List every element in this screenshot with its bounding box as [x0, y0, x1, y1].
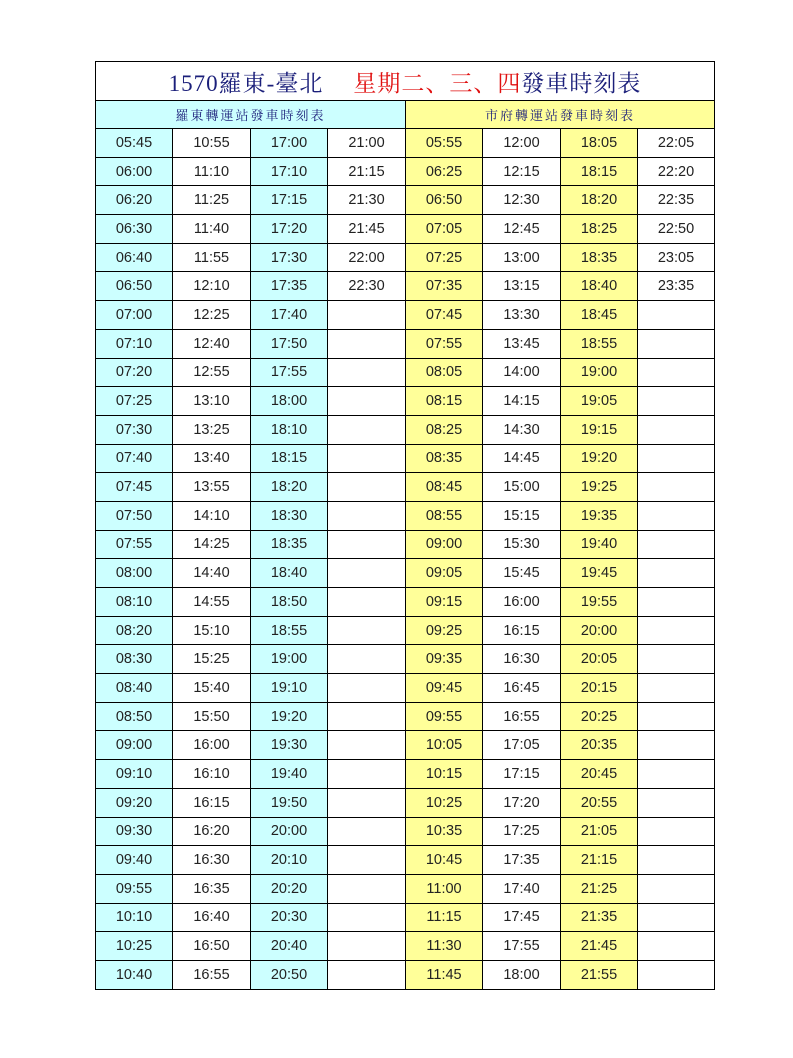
- table-row: [96, 760, 715, 789]
- shifu-departure-cell: 16:15: [483, 616, 561, 645]
- luodong-departure-cell: 20:40: [251, 932, 328, 961]
- shifu-departure-cell: 19:00: [561, 358, 638, 387]
- luodong-departure-cell: 10:10: [96, 903, 173, 932]
- shifu-departure-cell: [638, 874, 715, 903]
- shifu-departure-cell: 14:30: [483, 415, 561, 444]
- shifu-departure-cell: 13:00: [483, 243, 561, 272]
- table-row: [96, 731, 715, 760]
- luodong-departure-cell: [328, 731, 406, 760]
- shifu-departure-cell: [638, 788, 715, 817]
- shifu-departure-cell: [638, 329, 715, 358]
- luodong-departure-cell: 19:30: [251, 731, 328, 760]
- luodong-departure-cell: 16:50: [173, 932, 251, 961]
- table-row: [96, 186, 715, 215]
- luodong-departure-cell: 16:55: [173, 960, 251, 989]
- luodong-departure-cell: 10:25: [96, 932, 173, 961]
- table-row: [96, 530, 715, 559]
- luodong-departure-cell: 12:55: [173, 358, 251, 387]
- timetable: [95, 61, 715, 990]
- luodong-departure-cell: 08:10: [96, 588, 173, 617]
- shifu-departure-cell: [638, 444, 715, 473]
- luodong-departure-cell: 16:10: [173, 760, 251, 789]
- shifu-departure-cell: [638, 846, 715, 875]
- shifu-departure-cell: [638, 387, 715, 416]
- shifu-departure-cell: [638, 645, 715, 674]
- luodong-departure-cell: [328, 415, 406, 444]
- shifu-departure-cell: 07:05: [406, 215, 483, 244]
- luodong-departure-cell: 11:25: [173, 186, 251, 215]
- shifu-departure-cell: [638, 932, 715, 961]
- shifu-departure-cell: 21:45: [561, 932, 638, 961]
- shifu-departure-cell: 17:45: [483, 903, 561, 932]
- shifu-departure-cell: 21:15: [561, 846, 638, 875]
- luodong-departure-cell: 09:00: [96, 731, 173, 760]
- title-suffix: 發車時刻表: [521, 70, 642, 96]
- table-row: [96, 788, 715, 817]
- shifu-departure-cell: 09:55: [406, 702, 483, 731]
- shifu-departure-cell: 19:20: [561, 444, 638, 473]
- luodong-departure-cell: 20:10: [251, 846, 328, 875]
- luodong-departure-cell: 21:45: [328, 215, 406, 244]
- shifu-departure-cell: 21:25: [561, 874, 638, 903]
- shifu-departure-cell: 17:20: [483, 788, 561, 817]
- luodong-departure-cell: [328, 788, 406, 817]
- shifu-departure-cell: 14:15: [483, 387, 561, 416]
- luodong-departure-cell: [328, 903, 406, 932]
- table-row: [96, 702, 715, 731]
- luodong-departure-cell: [328, 588, 406, 617]
- table-row: [96, 415, 715, 444]
- shifu-departure-cell: 17:15: [483, 760, 561, 789]
- shifu-departure-cell: [638, 301, 715, 330]
- shifu-departure-cell: 10:45: [406, 846, 483, 875]
- shifu-departure-cell: 19:05: [561, 387, 638, 416]
- title-row: [96, 62, 715, 101]
- luodong-departure-cell: 07:20: [96, 358, 173, 387]
- table-row: [96, 874, 715, 903]
- shifu-departure-cell: 11:45: [406, 960, 483, 989]
- shifu-departure-cell: 20:45: [561, 760, 638, 789]
- luodong-departure-cell: 11:10: [173, 157, 251, 186]
- luodong-departure-cell: 21:15: [328, 157, 406, 186]
- table-row: [96, 243, 715, 272]
- station-header-row: [96, 101, 715, 129]
- shifu-departure-cell: 18:40: [561, 272, 638, 301]
- shifu-departure-cell: 17:35: [483, 846, 561, 875]
- shifu-departure-cell: 15:00: [483, 473, 561, 502]
- luodong-departure-cell: [328, 702, 406, 731]
- table-row: [96, 272, 715, 301]
- luodong-departure-cell: 09:10: [96, 760, 173, 789]
- shifu-departure-cell: 08:55: [406, 501, 483, 530]
- shifu-departure-cell: [638, 702, 715, 731]
- shifu-departure-cell: 18:15: [561, 157, 638, 186]
- luodong-departure-cell: 07:45: [96, 473, 173, 502]
- luodong-departure-cell: [328, 559, 406, 588]
- table-row: [96, 358, 715, 387]
- luodong-departure-cell: 17:55: [251, 358, 328, 387]
- shifu-departure-cell: 11:00: [406, 874, 483, 903]
- table-row: [96, 301, 715, 330]
- luodong-departure-cell: 06:00: [96, 157, 173, 186]
- shifu-departure-cell: 07:25: [406, 243, 483, 272]
- shifu-departure-cell: 20:15: [561, 674, 638, 703]
- shifu-departure-cell: 06:50: [406, 186, 483, 215]
- shifu-departure-cell: 20:05: [561, 645, 638, 674]
- luodong-header: 羅東轉運站發車時刻表: [96, 101, 406, 129]
- shifu-departure-cell: 18:55: [561, 329, 638, 358]
- shifu-departure-cell: 19:25: [561, 473, 638, 502]
- shifu-departure-cell: [638, 760, 715, 789]
- luodong-departure-cell: 18:35: [251, 530, 328, 559]
- shifu-departure-cell: 13:15: [483, 272, 561, 301]
- luodong-departure-cell: 19:00: [251, 645, 328, 674]
- shifu-departure-cell: 09:45: [406, 674, 483, 703]
- luodong-departure-cell: 15:40: [173, 674, 251, 703]
- luodong-departure-cell: 08:30: [96, 645, 173, 674]
- table-row: [96, 645, 715, 674]
- luodong-departure-cell: 08:40: [96, 674, 173, 703]
- luodong-departure-cell: 16:30: [173, 846, 251, 875]
- luodong-departure-cell: 06:50: [96, 272, 173, 301]
- table-row: [96, 473, 715, 502]
- luodong-departure-cell: 19:40: [251, 760, 328, 789]
- table-row: [96, 559, 715, 588]
- luodong-departure-cell: 18:30: [251, 501, 328, 530]
- shifu-departure-cell: 09:05: [406, 559, 483, 588]
- shifu-departure-cell: 11:30: [406, 932, 483, 961]
- luodong-departure-cell: 16:00: [173, 731, 251, 760]
- luodong-departure-cell: 09:30: [96, 817, 173, 846]
- luodong-departure-cell: [328, 616, 406, 645]
- shifu-departure-cell: 16:55: [483, 702, 561, 731]
- luodong-departure-cell: 18:50: [251, 588, 328, 617]
- shifu-departure-cell: 18:25: [561, 215, 638, 244]
- shifu-departure-cell: 21:05: [561, 817, 638, 846]
- luodong-departure-cell: 21:00: [328, 129, 406, 158]
- luodong-departure-cell: 18:55: [251, 616, 328, 645]
- luodong-departure-cell: 17:10: [251, 157, 328, 186]
- luodong-departure-cell: 13:55: [173, 473, 251, 502]
- luodong-departure-cell: [328, 674, 406, 703]
- shifu-departure-cell: 08:15: [406, 387, 483, 416]
- luodong-departure-cell: 22:30: [328, 272, 406, 301]
- timetable-title: [96, 62, 715, 101]
- luodong-departure-cell: 05:45: [96, 129, 173, 158]
- luodong-departure-cell: 14:25: [173, 530, 251, 559]
- luodong-departure-cell: 06:30: [96, 215, 173, 244]
- shifu-departure-cell: 08:05: [406, 358, 483, 387]
- luodong-departure-cell: 06:20: [96, 186, 173, 215]
- shifu-departure-cell: [638, 559, 715, 588]
- luodong-departure-cell: 07:00: [96, 301, 173, 330]
- luodong-departure-cell: [328, 329, 406, 358]
- shifu-departure-cell: 22:50: [638, 215, 715, 244]
- table-row: [96, 846, 715, 875]
- shifu-departure-cell: 22:35: [638, 186, 715, 215]
- shifu-departure-cell: 09:15: [406, 588, 483, 617]
- table-row: [96, 588, 715, 617]
- shifu-departure-cell: [638, 731, 715, 760]
- luodong-departure-cell: 18:15: [251, 444, 328, 473]
- shifu-departure-cell: 10:15: [406, 760, 483, 789]
- table-row: [96, 817, 715, 846]
- shifu-departure-cell: 14:45: [483, 444, 561, 473]
- luodong-departure-cell: 14:40: [173, 559, 251, 588]
- luodong-departure-cell: 18:40: [251, 559, 328, 588]
- shifu-departure-cell: 22:05: [638, 129, 715, 158]
- shifu-departure-cell: 17:25: [483, 817, 561, 846]
- luodong-departure-cell: [328, 501, 406, 530]
- luodong-departure-cell: 15:25: [173, 645, 251, 674]
- shifu-departure-cell: 18:00: [483, 960, 561, 989]
- table-row: [96, 215, 715, 244]
- shifu-departure-cell: 19:15: [561, 415, 638, 444]
- luodong-departure-cell: 07:40: [96, 444, 173, 473]
- shifu-departure-cell: 10:05: [406, 731, 483, 760]
- luodong-departure-cell: 16:35: [173, 874, 251, 903]
- luodong-departure-cell: [328, 645, 406, 674]
- luodong-departure-cell: 12:10: [173, 272, 251, 301]
- shifu-departure-cell: 07:55: [406, 329, 483, 358]
- shifu-departure-cell: 16:00: [483, 588, 561, 617]
- luodong-departure-cell: 17:20: [251, 215, 328, 244]
- table-row: [96, 616, 715, 645]
- shifu-departure-cell: [638, 588, 715, 617]
- timetable-body: [96, 62, 715, 990]
- shifu-departure-cell: 17:40: [483, 874, 561, 903]
- shifu-departure-cell: 08:25: [406, 415, 483, 444]
- luodong-departure-cell: 07:55: [96, 530, 173, 559]
- luodong-departure-cell: 22:00: [328, 243, 406, 272]
- luodong-departure-cell: 09:40: [96, 846, 173, 875]
- luodong-departure-cell: 19:20: [251, 702, 328, 731]
- luodong-departure-cell: 18:10: [251, 415, 328, 444]
- title-route: 1570羅東-臺北: [168, 70, 324, 96]
- shifu-departure-cell: 18:45: [561, 301, 638, 330]
- luodong-departure-cell: 10:55: [173, 129, 251, 158]
- shifu-departure-cell: 20:00: [561, 616, 638, 645]
- shifu-departure-cell: 13:30: [483, 301, 561, 330]
- luodong-departure-cell: 10:40: [96, 960, 173, 989]
- luodong-departure-cell: 17:40: [251, 301, 328, 330]
- shifu-departure-cell: 17:55: [483, 932, 561, 961]
- shifu-departure-cell: 07:35: [406, 272, 483, 301]
- luodong-departure-cell: 14:55: [173, 588, 251, 617]
- shifu-departure-cell: 09:35: [406, 645, 483, 674]
- luodong-departure-cell: [328, 473, 406, 502]
- shifu-departure-cell: 17:05: [483, 731, 561, 760]
- shifu-departure-cell: 20:55: [561, 788, 638, 817]
- shifu-departure-cell: 19:45: [561, 559, 638, 588]
- luodong-departure-cell: 15:50: [173, 702, 251, 731]
- luodong-departure-cell: 08:20: [96, 616, 173, 645]
- luodong-departure-cell: 14:10: [173, 501, 251, 530]
- luodong-departure-cell: [328, 846, 406, 875]
- luodong-departure-cell: 20:30: [251, 903, 328, 932]
- shifu-departure-cell: 16:30: [483, 645, 561, 674]
- luodong-departure-cell: [328, 760, 406, 789]
- luodong-departure-cell: 12:40: [173, 329, 251, 358]
- luodong-departure-cell: 19:50: [251, 788, 328, 817]
- shifu-departure-cell: 06:25: [406, 157, 483, 186]
- luodong-departure-cell: [328, 387, 406, 416]
- luodong-departure-cell: 12:25: [173, 301, 251, 330]
- luodong-departure-cell: 13:40: [173, 444, 251, 473]
- shifu-departure-cell: 13:45: [483, 329, 561, 358]
- shifu-departure-cell: 18:20: [561, 186, 638, 215]
- luodong-departure-cell: 16:40: [173, 903, 251, 932]
- luodong-departure-cell: 07:30: [96, 415, 173, 444]
- luodong-departure-cell: 17:15: [251, 186, 328, 215]
- shifu-departure-cell: 14:00: [483, 358, 561, 387]
- luodong-departure-cell: 07:50: [96, 501, 173, 530]
- shifu-departure-cell: 18:05: [561, 129, 638, 158]
- table-row: [96, 387, 715, 416]
- shifu-departure-cell: 21:35: [561, 903, 638, 932]
- shifu-departure-cell: 19:35: [561, 501, 638, 530]
- luodong-departure-cell: [328, 358, 406, 387]
- luodong-departure-cell: 18:00: [251, 387, 328, 416]
- shifu-departure-cell: 05:55: [406, 129, 483, 158]
- luodong-departure-cell: 16:15: [173, 788, 251, 817]
- shifu-departure-cell: 22:20: [638, 157, 715, 186]
- shifu-departure-cell: [638, 903, 715, 932]
- shifu-departure-cell: 12:45: [483, 215, 561, 244]
- luodong-departure-cell: 09:20: [96, 788, 173, 817]
- shifu-departure-cell: 07:45: [406, 301, 483, 330]
- shifu-departure-cell: 18:35: [561, 243, 638, 272]
- luodong-departure-cell: 17:30: [251, 243, 328, 272]
- table-row: [96, 932, 715, 961]
- shifu-departure-cell: 12:00: [483, 129, 561, 158]
- shifu-departure-cell: 16:45: [483, 674, 561, 703]
- luodong-departure-cell: 15:10: [173, 616, 251, 645]
- luodong-departure-cell: [328, 874, 406, 903]
- luodong-departure-cell: [328, 301, 406, 330]
- shifu-departure-cell: 10:25: [406, 788, 483, 817]
- luodong-departure-cell: 19:10: [251, 674, 328, 703]
- luodong-departure-cell: 08:50: [96, 702, 173, 731]
- luodong-departure-cell: [328, 444, 406, 473]
- luodong-departure-cell: [328, 530, 406, 559]
- luodong-departure-cell: 06:40: [96, 243, 173, 272]
- shifu-departure-cell: [638, 530, 715, 559]
- luodong-departure-cell: 17:50: [251, 329, 328, 358]
- luodong-departure-cell: 18:20: [251, 473, 328, 502]
- luodong-departure-cell: 11:55: [173, 243, 251, 272]
- title-days: 星期二、三、四: [353, 70, 522, 96]
- table-row: [96, 903, 715, 932]
- luodong-departure-cell: 09:55: [96, 874, 173, 903]
- shifu-departure-cell: 15:15: [483, 501, 561, 530]
- shifu-departure-cell: 15:45: [483, 559, 561, 588]
- luodong-departure-cell: 11:40: [173, 215, 251, 244]
- luodong-departure-cell: 20:00: [251, 817, 328, 846]
- table-row: [96, 674, 715, 703]
- shifu-departure-cell: 21:55: [561, 960, 638, 989]
- shifu-departure-cell: 19:40: [561, 530, 638, 559]
- shifu-departure-cell: 09:25: [406, 616, 483, 645]
- luodong-departure-cell: 13:10: [173, 387, 251, 416]
- shifu-departure-cell: [638, 674, 715, 703]
- shifu-departure-cell: 08:35: [406, 444, 483, 473]
- luodong-departure-cell: [328, 817, 406, 846]
- luodong-departure-cell: [328, 960, 406, 989]
- shifu-departure-cell: 20:25: [561, 702, 638, 731]
- table-row: [96, 157, 715, 186]
- luodong-departure-cell: 17:35: [251, 272, 328, 301]
- luodong-departure-cell: 07:10: [96, 329, 173, 358]
- shifu-departure-cell: [638, 358, 715, 387]
- table-row: [96, 501, 715, 530]
- shifu-departure-cell: 09:00: [406, 530, 483, 559]
- shifu-departure-cell: [638, 960, 715, 989]
- shifu-departure-cell: 12:30: [483, 186, 561, 215]
- luodong-departure-cell: 08:00: [96, 559, 173, 588]
- shifu-departure-cell: 11:15: [406, 903, 483, 932]
- table-row: [96, 129, 715, 158]
- table-row: [96, 960, 715, 989]
- luodong-departure-cell: 20:20: [251, 874, 328, 903]
- luodong-departure-cell: [328, 932, 406, 961]
- shifu-departure-cell: [638, 817, 715, 846]
- shifu-departure-cell: 19:55: [561, 588, 638, 617]
- shifu-departure-cell: [638, 501, 715, 530]
- shifu-departure-cell: 12:15: [483, 157, 561, 186]
- shifu-departure-cell: [638, 473, 715, 502]
- shifu-departure-cell: 23:35: [638, 272, 715, 301]
- shifu-header: 市府轉運站發車時刻表: [406, 101, 715, 129]
- shifu-departure-cell: 23:05: [638, 243, 715, 272]
- luodong-departure-cell: 13:25: [173, 415, 251, 444]
- table-row: [96, 329, 715, 358]
- luodong-departure-cell: 16:20: [173, 817, 251, 846]
- luodong-departure-cell: 07:25: [96, 387, 173, 416]
- shifu-departure-cell: 10:35: [406, 817, 483, 846]
- shifu-departure-cell: [638, 415, 715, 444]
- shifu-departure-cell: 15:30: [483, 530, 561, 559]
- table-row: [96, 444, 715, 473]
- luodong-departure-cell: 17:00: [251, 129, 328, 158]
- luodong-departure-cell: 20:50: [251, 960, 328, 989]
- shifu-departure-cell: 20:35: [561, 731, 638, 760]
- luodong-departure-cell: 21:30: [328, 186, 406, 215]
- shifu-departure-cell: 08:45: [406, 473, 483, 502]
- shifu-departure-cell: [638, 616, 715, 645]
